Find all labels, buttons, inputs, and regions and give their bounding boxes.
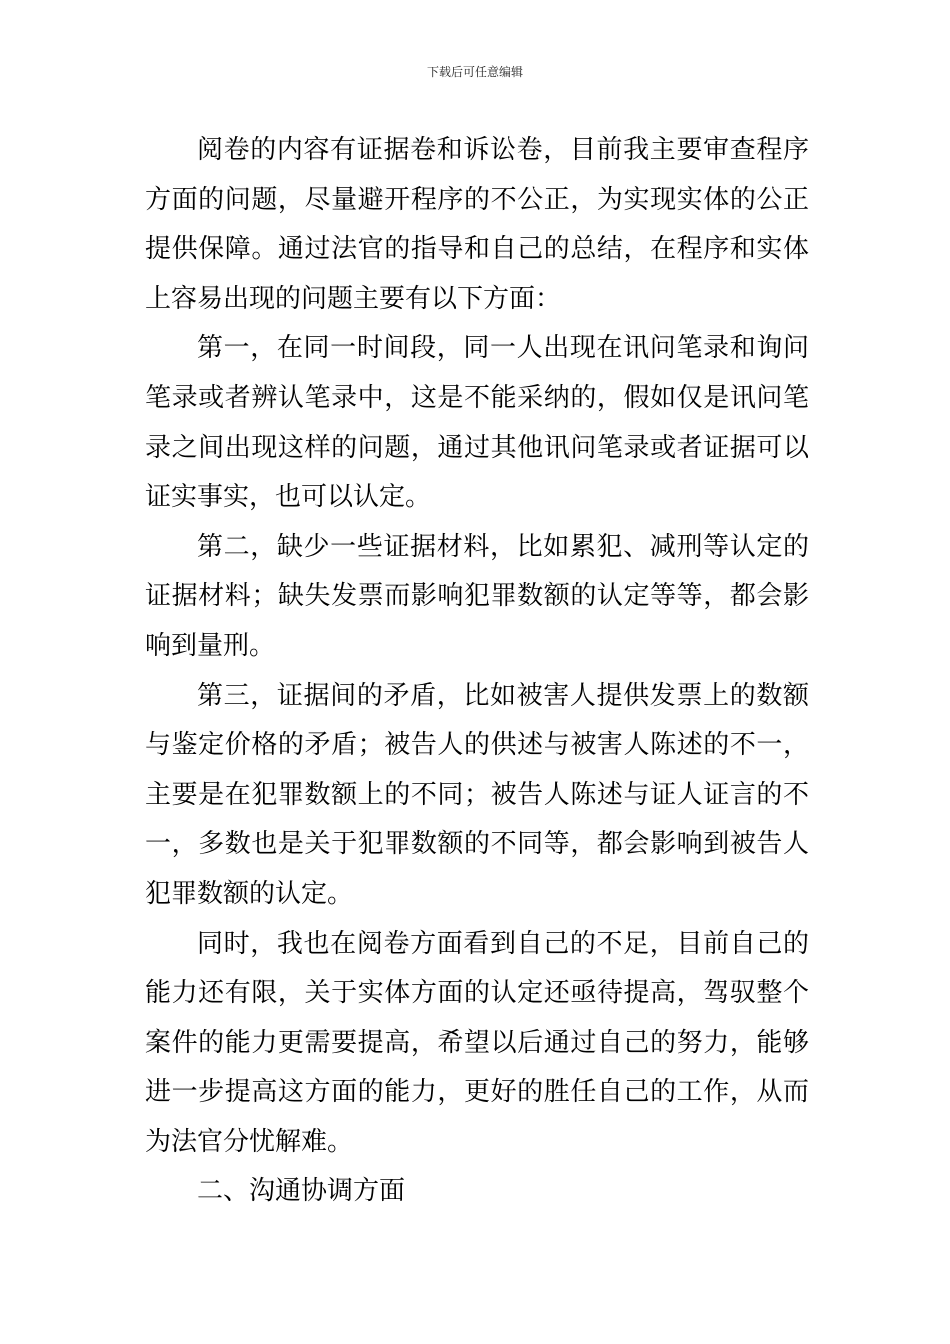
text-line: 第三，证据间的矛盾，比如被害人提供发票上的数额 [197, 680, 809, 711]
paragraph-review-content [145, 126, 809, 324]
text-line: 上容易出现的问题主要有以下方面： [145, 283, 562, 314]
text-line: 第一，在同一时间段，同一人出现在讯问笔录和询问 [197, 333, 809, 364]
text-line: 与鉴定价格的矛盾；被告人的供述与被害人陈述的不一， [145, 730, 809, 761]
text-line: 阅卷的内容有证据卷和诉讼卷，目前我主要审查程序 [197, 135, 809, 165]
text-line: 笔录或者辨认笔录中，这是不能采纳的，假如仅是讯问笔 [145, 382, 809, 413]
text-line: 证据材料；缺失发票而影响犯罪数额的认定等等，都会影 [145, 581, 809, 612]
paragraph-point-three [145, 672, 809, 920]
text-line: 进一步提高这方面的能力，更好的胜任自己的工作，从而 [145, 1077, 809, 1108]
paragraph-self-reflection [145, 920, 809, 1168]
text-line: 犯罪数额的认定。 [145, 878, 354, 909]
paragraph-point-two [145, 523, 809, 672]
text-line: 第二，缺少一些证据材料，比如累犯、减刑等认定的 [197, 531, 809, 562]
text-line: 为法官分忧解难。 [145, 1126, 354, 1157]
text-line: 响到量刑。 [145, 630, 276, 661]
paragraph-point-one [145, 324, 809, 522]
text-line: 案件的能力更需要提高，希望以后通过自己的努力，能够 [145, 1027, 809, 1058]
text-line: 一，多数也是关于犯罪数额的不同等，都会影响到被告人 [145, 829, 809, 860]
text-line: 证实事实，也可以认定。 [145, 482, 432, 513]
text-line: 同时，我也在阅卷方面看到自己的不足，目前自己的 [197, 928, 809, 959]
text-line: 提供保障。通过法官的指导和自己的总结，在程序和实体 [145, 234, 809, 265]
page-header: 下载后可任意编辑 [426, 65, 523, 79]
text-line: 录之间出现这样的问题，通过其他讯问笔录或者证据可以 [145, 432, 809, 463]
section-heading-communication [145, 1167, 809, 1217]
text-line: 主要是在犯罪数额上的不同；被告人陈述与证人证言的不 [145, 779, 809, 810]
text-line: 方面的问题，尽量避开程序的不公正，为实现实体的公正 [145, 184, 809, 215]
text-line: 能力还有限，关于实体方面的认定还亟待提高，驾驭整个 [145, 978, 809, 1009]
text-line: 二、沟通协调方面 [197, 1176, 406, 1207]
document-body [145, 126, 809, 1217]
